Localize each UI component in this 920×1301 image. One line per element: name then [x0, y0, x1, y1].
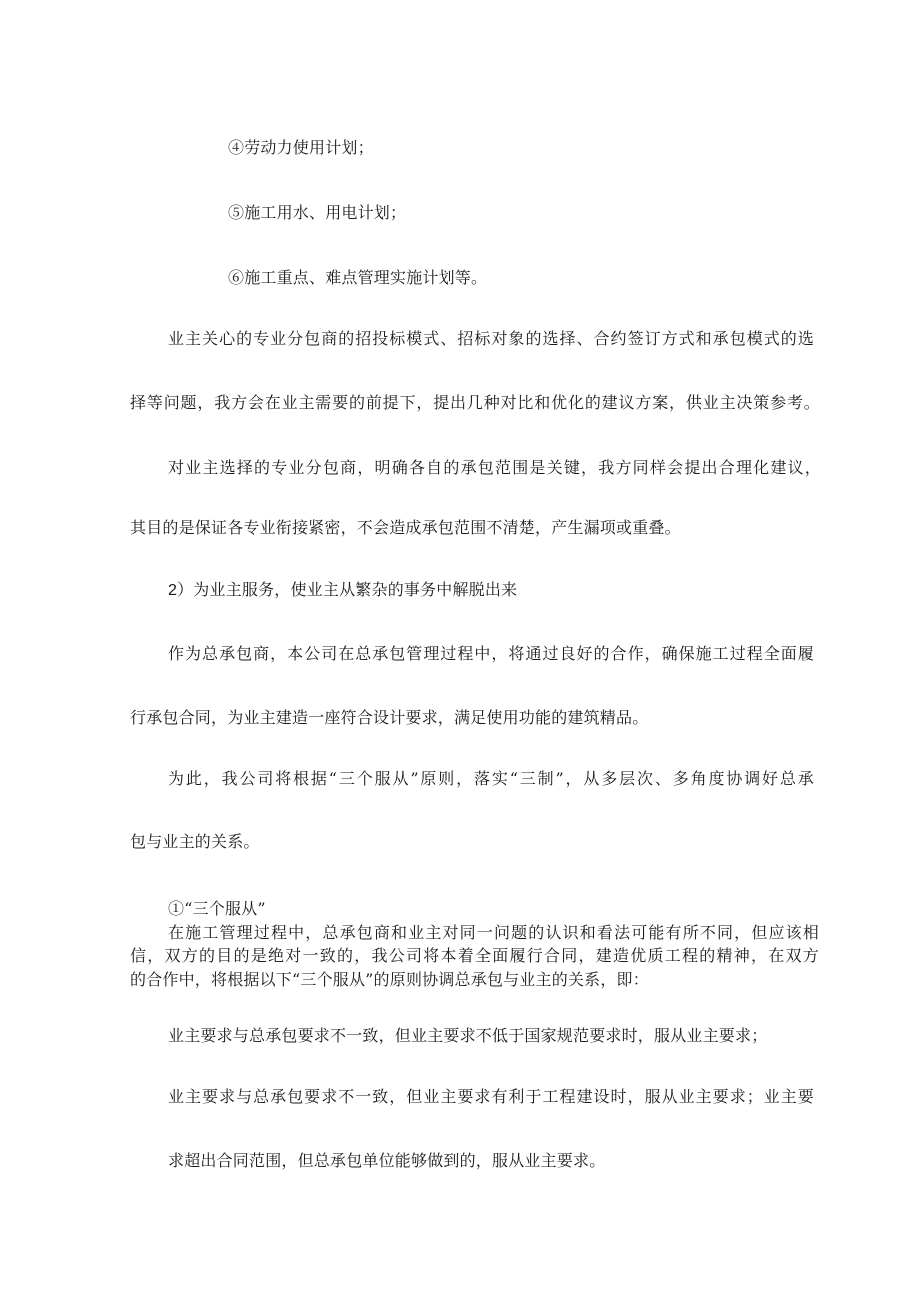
paragraph-subcontractor-bidding-line1: 业主关心的专业分包商的招投标模式、招标对象的选择、合约签订方式和承包模式的选	[168, 329, 814, 348]
list-item-labor-plan: ④劳动力使用计划；	[228, 138, 374, 157]
list-item-water-power-plan: ⑤施工用水、用电计划；	[228, 203, 407, 222]
section-heading-text: ）为业主服务，使业主从繁杂的事务中解脱出来	[177, 580, 518, 599]
paragraph-scope-line1: 对业主选择的专业分包商，明确各自的承包范围是关键，我方同样会提出合理化建议，	[168, 458, 821, 477]
subheading-three-obey: ①“三个服从”	[168, 899, 266, 918]
paragraph-subcontractor-bidding-line2: 择等问题，我方会在业主需要的前提下，提出几种对比和优化的建议方案，供业主决策参考。	[130, 393, 820, 412]
list-item-key-difficulty-plan: ⑥施工重点、难点管理实施计划等。	[228, 268, 488, 287]
paragraph-three-obey-intro-line1: 为此，我公司将根据“三个服从”原则，落实“三制”，从多层次、多角度协调好总承	[168, 769, 814, 788]
paragraph-management-line2: 信，双方的目的是绝对一致的，我公司将本着全面履行合同，建造优质工程的精神，在双方	[130, 946, 819, 965]
paragraph-general-contractor-line2: 行承包合同，为业主建造一座符合设计要求，满足使用功能的建筑精品。	[130, 708, 649, 727]
section-heading-serve-owner	[168, 580, 517, 601]
paragraph-three-obey-intro-line2: 包与业主的关系。	[130, 832, 260, 851]
section-number: 2	[168, 582, 178, 599]
paragraph-management-line1: 在施工管理过程中，总承包商和业主对同一问题的认识和看法可能有所不同，但应该相	[168, 923, 819, 942]
paragraph-management-line3: 的合作中，将根据以下“三个服从”的原则协调总承包与业主的关系，即：	[130, 970, 649, 989]
rule-obey-national-standard: 业主要求与总承包要求不一致，但业主要求不低于国家规范要求时，服从业主要求；	[168, 1026, 768, 1045]
paragraph-general-contractor-line1: 作为总承包商，本公司在总承包管理过程中，将通过良好的合作，确保施工过程全面履	[168, 644, 814, 663]
paragraph-scope-line2: 其目的是保证各专业衔接紧密，不会造成承包范围不清楚，产生漏项或重叠。	[130, 518, 681, 537]
rule-obey-beneficial-line1: 业主要求与总承包要求不一致，但业主要求有利于工程建设时，服从业主要求；业主要	[168, 1087, 814, 1106]
rule-obey-beneficial-line2: 求超出合同范围，但总承包单位能够做到的，服从业主要求。	[168, 1151, 606, 1170]
